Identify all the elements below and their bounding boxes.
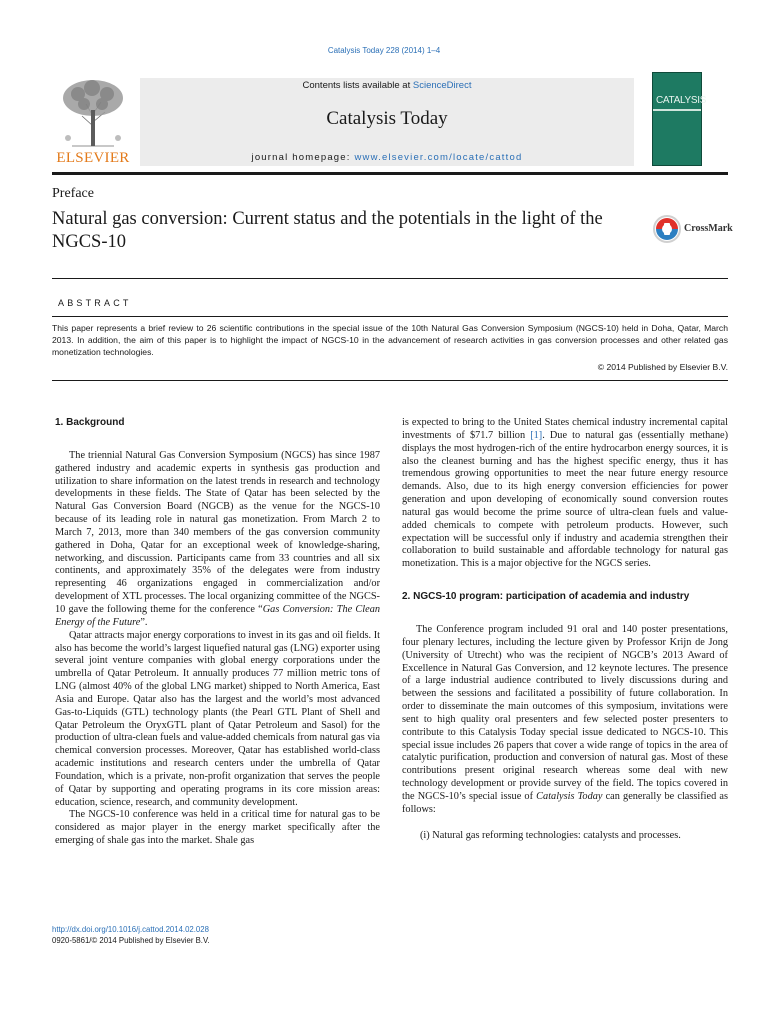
reference-link-1[interactable]: [1]: [530, 429, 543, 441]
background-p4-post: . Due to natural gas (essentially methane) displays the most hydrogen-rich of the entire hydrocarbon energy sources, it is also the cleanest burning and has the highest specific energy, thus it has tremendous growing opportunities to meet the near future energy resource demands. Also, due to its high energy conversion efficiencies for power generation and upon developing of economically sound conversion routes natural gas would become the prime source of ultra-clean fuels and value-added chemicals to compete with petroleum products. However, such expectation will be successful only if industry and academia strengthen their collaboration to build sustainable and affordable technology for natural gas monetization. This is a major objective for the NGCS series.: [402, 429, 728, 570]
program-p1-post: can generally be classified as follows:: [402, 790, 728, 815]
topic-list-item: (i) Natural gas reforming technologies: catalysts and processes.: [420, 829, 681, 841]
journal-homepage: [140, 152, 634, 163]
background-p1-text: The triennial Natural Gas Conversion Symposium (NGCS) has since 1987 gathered industry and academic experts in synthesis gas production and utilization to share information on the latest trends in research and technology developments in these fields. The State of Qatar has been selected by the Natural Gas Conversion Board (NGCB) as the venue for the NGCS-10 because of its leading role in natural gas monetization. From March 2 to March 7, 2013, more than 340 members of the gas conversion community gathered in Doha, Qatar for an exceptional week of knowledge-sharing, networking, and discussion. Participants came from 33 countries and all six continents, and approximately 35% of the delegates were from industry representing 46 organizations engaged in commercialization and/or development of XTL processes. The local organizing committee of the NGCS-10 gave the following theme for the conference “: [55, 449, 380, 615]
section-heading-background: 1. Background: [55, 417, 125, 428]
program-paragraph-1: [402, 624, 728, 817]
background-p1-end: ”.: [140, 616, 148, 628]
abstract-copyright: © 2014 Published by Elsevier B.V.: [597, 362, 728, 372]
background-paragraph-2: Qatar attracts major energy corporations to invest in its gas and oil fields. It also has become the world’s largest liquefied natural gas (LNG) exporter using several joint venture companies with global energy corporations under the umbrella of Qatar Petroleum. It annually produces 77 million metric tons of LNG (almost 40% of the global LNG market) shipped to North America, East Asia and Europe. Qatar also has the largest and the world’s most advanced Gas-to-Liquids (GTL) technology plants (the Pearl GTL Plant of Shell and Qatar Petroleum the OryxGTL plant of Qatar Petroleum and Sasol) for the production of ultra-clean fuels and value-added chemicals from natural gas via chemical conversion processes. Moreover, Qatar has established world-class academic institutions and research centers under the umbrella of Qatar Foundation, which is a private, non-profit organization that serves the people of Qatar by supporting and operating programs in its core mission areas: education, science, research, and community development.: [55, 629, 380, 808]
crossmark-badge[interactable]: [652, 214, 732, 246]
contents-availability: [140, 80, 634, 91]
header-rule: [52, 172, 728, 175]
journal-cover-thumbnail[interactable]: [652, 72, 707, 166]
title-rule: [52, 278, 728, 279]
section-heading-program: 2. NGCS-10 program: participation of academia and industry: [402, 591, 690, 603]
body-column-left: [55, 417, 380, 848]
journal-name-italic: Catalysis Today: [536, 790, 603, 802]
crossmark-label: CrossMark: [684, 223, 733, 234]
background-paragraph-1: [55, 450, 380, 630]
doi-link[interactable]: http://dx.doi.org/10.1016/j.cattod.2014.02.028: [52, 925, 209, 934]
conference-theme: Gas Conversion: The Clean Energy of the Future: [55, 603, 381, 628]
elsevier-logo: [52, 76, 134, 166]
program-p1-pre: The Conference program included 91 oral and 140 poster presentations, four plenary lectures, including the lecture given by Professor Krijn de Jong (University of Utrecht) who was the recipient of NGCB’s 2013 Award of Excellence in Natural Gas Conversion, and 12 keynote lectures. The presence of a large industrial audience contributed to lively discussions during and between the sessions and facilitated a possibility of future collaboration. In order to disseminate the main outcomes of this symposium, invitations were sent to high quality oral presenters and few selected poster presenters to contribute to this Catalysis Today special issue dedicated to NGCS-10. This special issue includes 26 papers that cover a wide range of topics in the area of catalytic purification, production and conversion of natural gas. Most of these contributions present original research whereas some deal with new technology development or provide survey of the field. The topics covered in the NGCS-10’s special issue of: [402, 623, 728, 802]
background-p4-pre: is expected to bring to the United States chemical industry incremental capital investments of $71.7 billion: [402, 417, 728, 441]
homepage-link[interactable]: www.elsevier.com/locate/cattod: [354, 152, 523, 163]
homepage-prefix: journal homepage:: [251, 152, 355, 163]
abstract-rule-top: [52, 316, 728, 317]
issn-copyright: 0920-5861/© 2014 Published by Elsevier B.V.: [52, 935, 210, 945]
journal-citation[interactable]: Catalysis Today 228 (2014) 1–4: [327, 46, 441, 55]
sciencedirect-link[interactable]: ScienceDirect: [412, 80, 472, 91]
article-title: Natural gas conversion: Current status and the potentials in the light of the NGCS-10: [52, 209, 603, 252]
abstract-text: This paper represents a brief review to 26 scientific contributions in the special issue of the 10th Natural Gas Conversion Symposium (NGCS-10) held in Doha, Qatar, March 2013. In addition, the aim of this paper is to highlight the impact of NGCS-10 in the advancement of research activities in gas conversion processes and other related gas monetization technologies.: [52, 323, 728, 357]
article-type: Preface: [52, 186, 94, 201]
cover-title: CATALYSIS: [656, 95, 707, 106]
abstract-heading: ABSTRACT: [58, 298, 132, 308]
background-paragraph-3: The NGCS-10 conference was held in a critical time for natural gas to be considered as major player in the energy market specifically after the emerging of shale gas into the market. Shale gas: [55, 809, 380, 847]
abstract-rule-bottom: [52, 380, 728, 381]
journal-title: Catalysis Today: [326, 108, 448, 129]
article-footer: [52, 925, 382, 946]
cover-stripe: [653, 109, 701, 111]
contents-prefix: Contents lists available at: [302, 80, 413, 91]
body-column-right: [402, 417, 728, 842]
elsevier-wordmark: ELSEVIER: [56, 150, 130, 166]
elsevier-tree-icon: [52, 76, 134, 148]
crossmark-icon: [652, 214, 682, 244]
background-paragraph-4: [402, 417, 728, 571]
